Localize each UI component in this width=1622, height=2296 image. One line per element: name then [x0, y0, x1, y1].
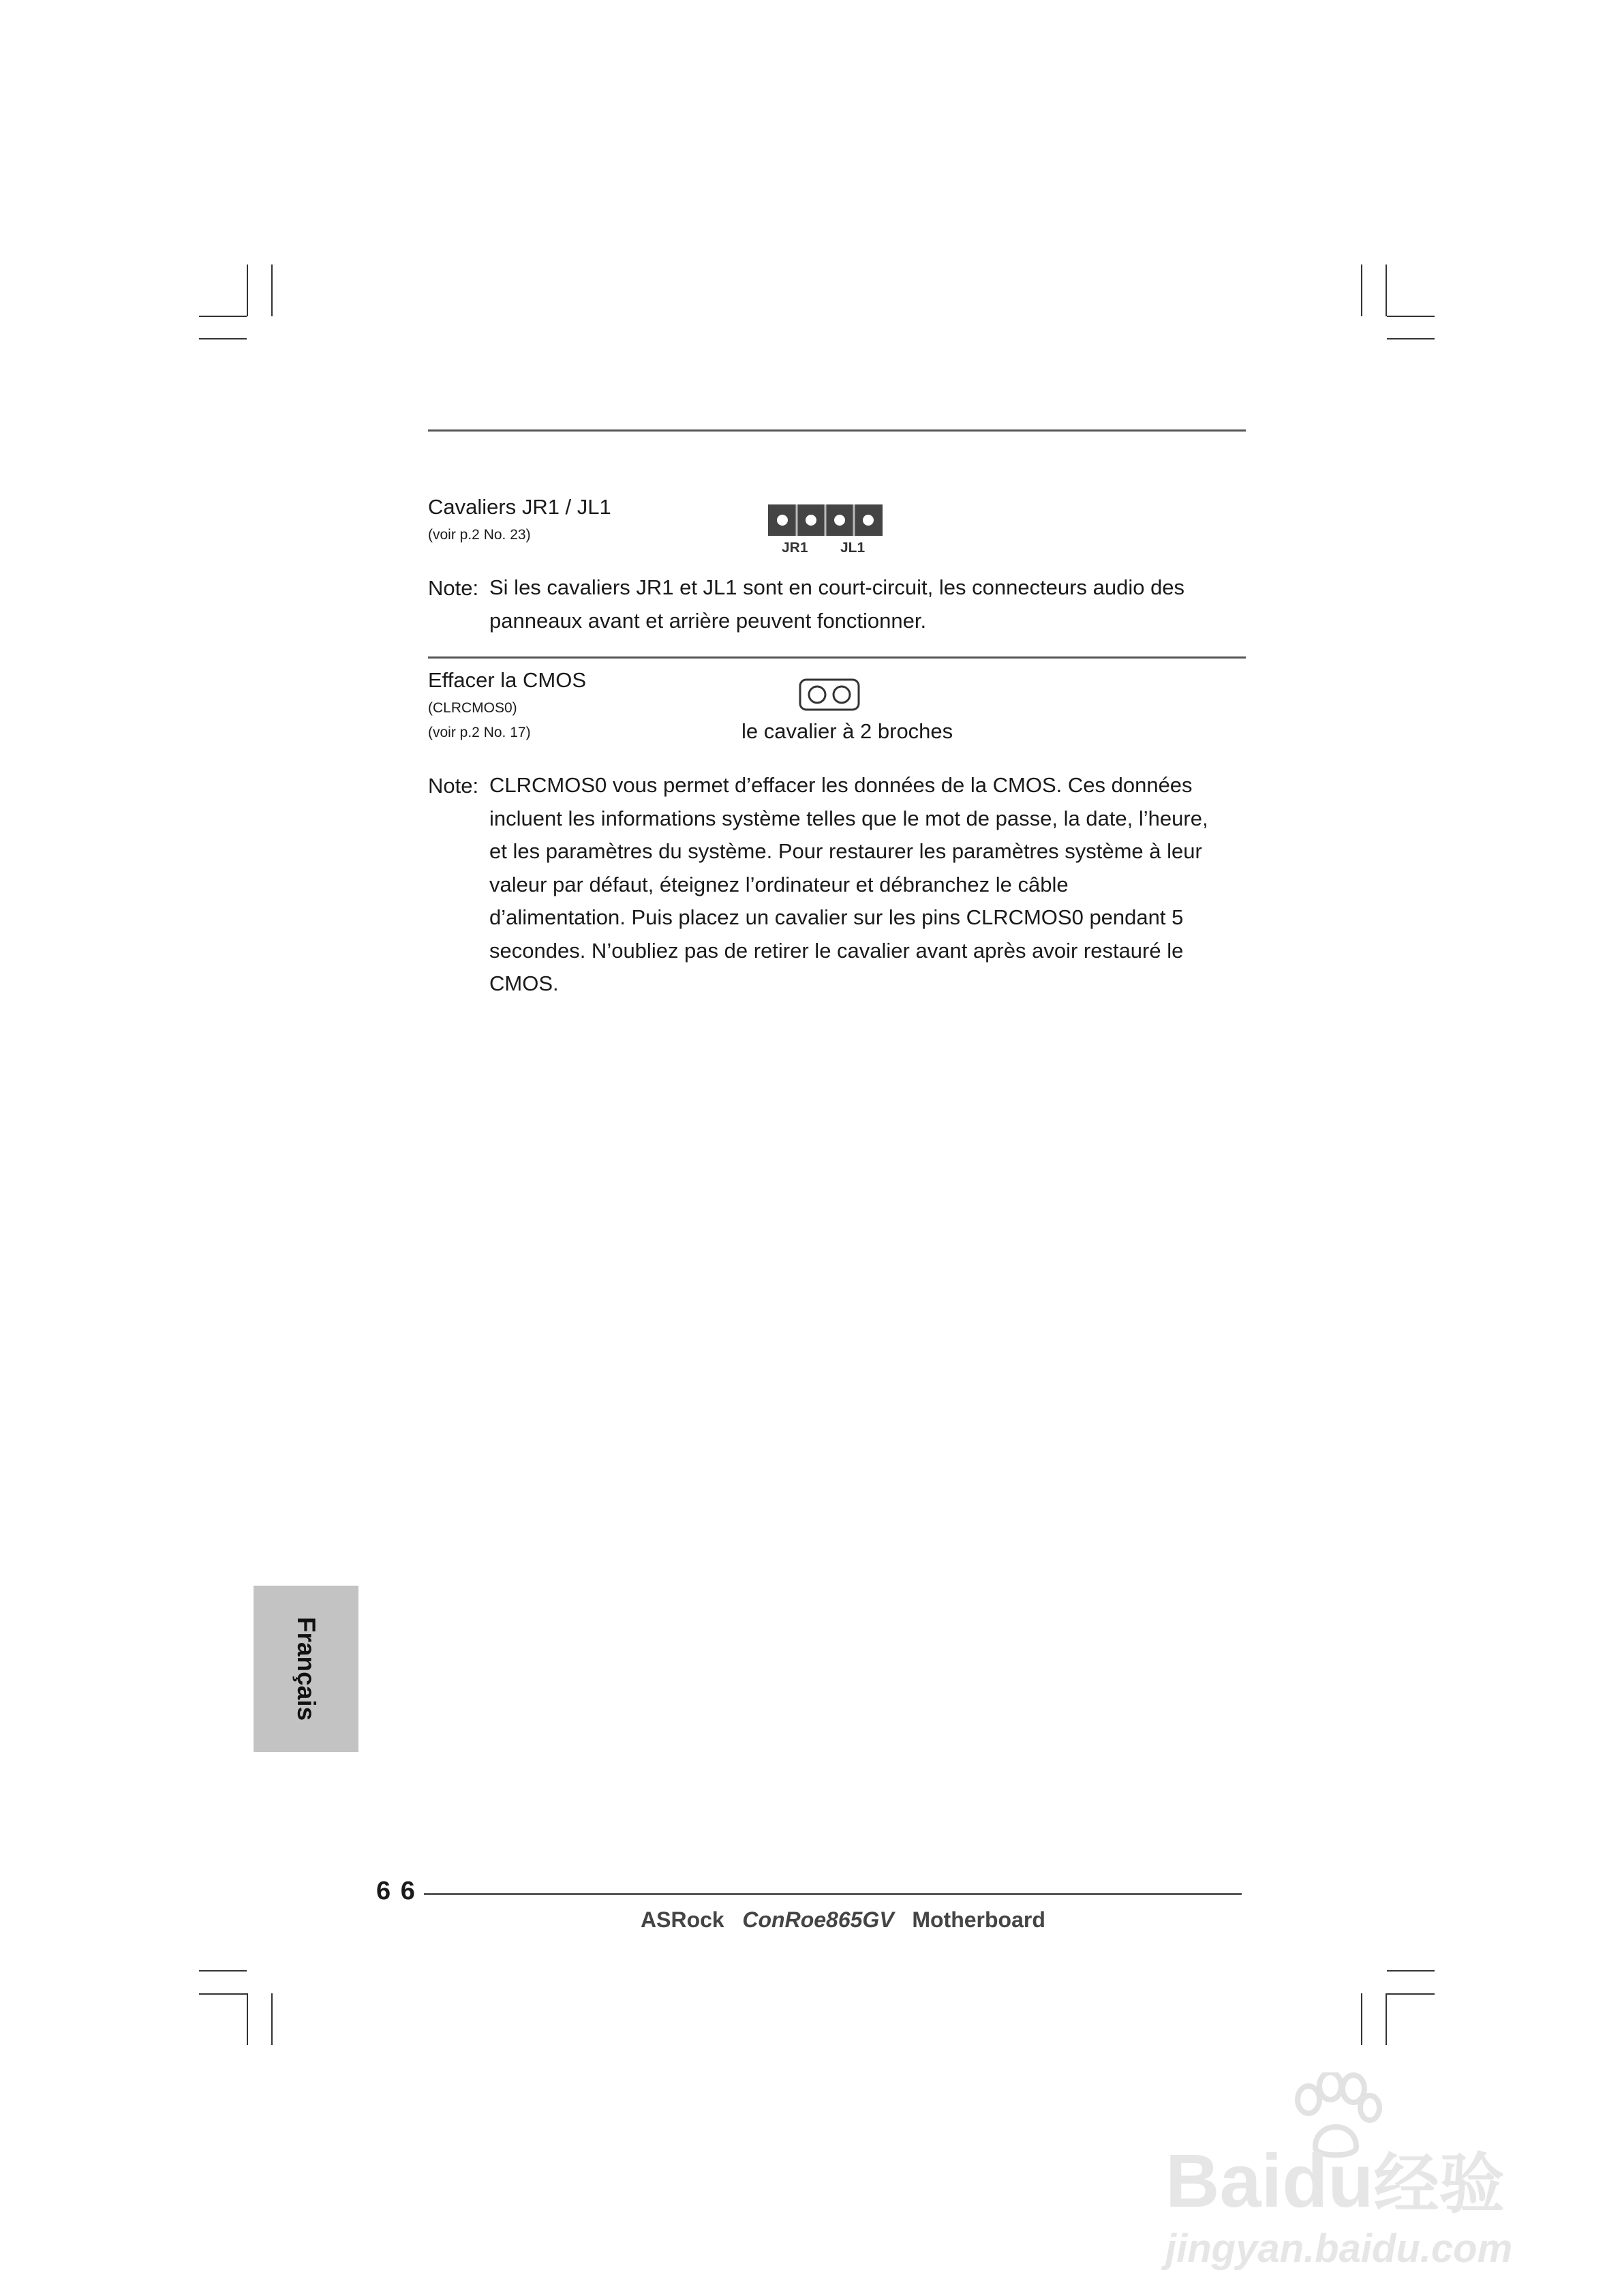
note-line: CLRCMOS0 vous permet d’effacer les données de la CMOS. Ces données: [489, 773, 1193, 797]
section-divider: [428, 656, 1246, 659]
watermark-cn: 经验: [1373, 2148, 1505, 2221]
footer-product: Motherboard: [912, 1907, 1045, 1932]
two-pin-jumper-diagram: [799, 678, 860, 714]
clear-cmos-page-ref: (voir p.2 No. 17): [428, 725, 531, 740]
top-rule: [428, 429, 1246, 432]
jl1-label: JL1: [840, 540, 866, 556]
jr1-label: JR1: [782, 540, 808, 556]
footer-product-line: [641, 1907, 1045, 1933]
note-line: CMOS.: [489, 971, 559, 995]
language-side-tab: [254, 1586, 358, 1752]
note-line: Si les cavaliers JR1 et JL1 sont en court-circuit, les connecteurs audio des: [489, 575, 1185, 599]
note-line: panneaux avant et arrière peuvent fonctionner.: [489, 608, 927, 633]
watermark-brand: [1165, 2141, 1505, 2226]
note-line: incluent les informations système telles que le mot de passe, la date, l’heure,: [489, 806, 1208, 830]
note-line: secondes. N’oubliez pas de retirer le cavalier avant après avoir restauré le: [489, 938, 1184, 963]
note-label-1: Note:: [428, 576, 479, 600]
note-label-2: Note:: [428, 774, 479, 798]
baidu-watermark: [1159, 2072, 1540, 2277]
watermark-url: jingyan.baidu.com: [1165, 2226, 1513, 2271]
two-pin-jumper-icon: [799, 678, 860, 711]
jumper-jr1-jl1-ref: (voir p.2 No. 23): [428, 527, 531, 543]
four-pin-header-icon: [768, 504, 883, 536]
footer-model: ConRoe865GV: [742, 1907, 894, 1932]
jumper-jr1-jl1-title: Cavaliers JR1 / JL1: [428, 495, 611, 519]
note-line: valeur par défaut, éteignez l’ordinateur et débranchez le câble: [489, 872, 1069, 896]
note-text-1: [489, 571, 1259, 637]
note-line: d’alimentation. Puis placez un cavalier sur les pins CLRCMOS0 pendant 5: [489, 905, 1184, 929]
watermark-brand-bai: Bai: [1165, 2139, 1283, 2223]
page-number: 6 6: [376, 1877, 416, 1905]
two-pin-caption: le cavalier à 2 broches: [741, 719, 953, 743]
footer-rule: [424, 1893, 1242, 1895]
footer-brand: ASRock: [641, 1907, 724, 1932]
watermark-brand-du: du: [1282, 2139, 1374, 2223]
clrcmos0-ref: (CLRCMOS0): [428, 700, 517, 716]
language-tab-label: Français: [292, 1616, 320, 1721]
note-line: et les paramètres du système. Pour restaurer les paramètres système à leur: [489, 839, 1202, 863]
note-text-2: [489, 769, 1259, 1001]
clear-cmos-title: Effacer la CMOS: [428, 668, 587, 692]
jr1-jl1-pin-diagram: [768, 504, 883, 559]
